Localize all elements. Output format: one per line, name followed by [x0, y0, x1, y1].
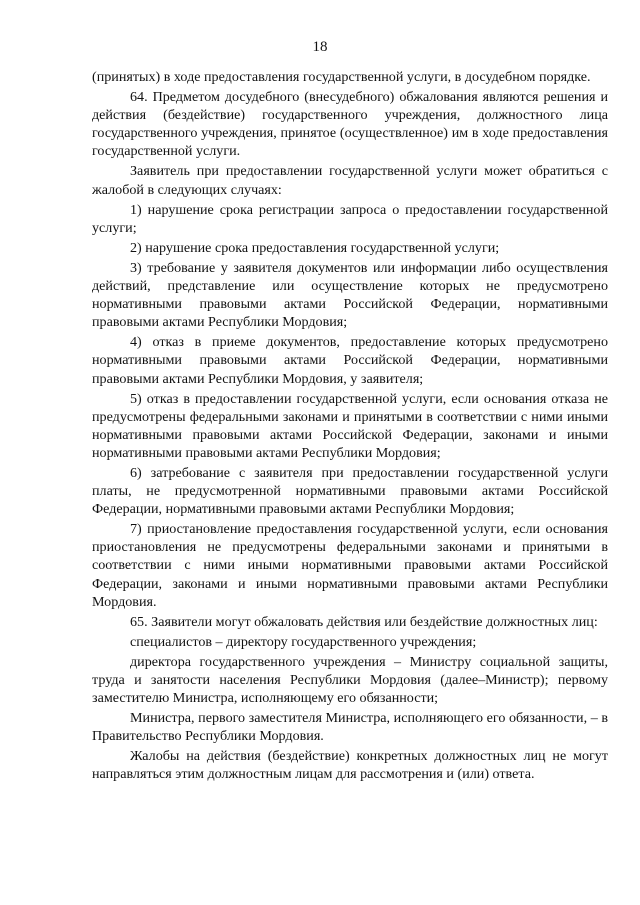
list-item-1: 1) нарушение срока регистрации запроса о предоставлении государственной услуги; — [92, 201, 608, 236]
list-item-4: 4) отказ в приеме документов, предоставление которых предусмотрено нормативными правовыми актами Российской Федерации, нормативными правовыми актами Республики Мордовия, у заявителя; — [92, 334, 608, 387]
paragraph-complaints: Жалобы на действия (бездействие) конкретных должностных лиц не могут направляться этим должностным лицам для рассмотрения и (или) ответа. — [92, 748, 608, 783]
document-body — [92, 68, 608, 786]
paragraph-65: 65. Заявители могут обжаловать действия или бездействие должностных лиц: — [130, 613, 598, 630]
list-item-2: 2) нарушение срока предоставления государственной услуги; — [130, 239, 500, 256]
list-item-3: 3) требование у заявителя документов или информации либо осуществления действий, представление или осуществление которых не предусмотрено нормативными правовыми актами Российской Федерации, нормативными правовыми актами Республики Мордовия; — [92, 259, 608, 331]
page-number: 18 — [312, 39, 328, 55]
appeal-director: директора государственного учреждения – Министру социальной защиты, труда и занятости населения Республики Мордовия (далее–Министр); первому заместителю Министра, исполняющему его обязанности; — [92, 653, 608, 707]
appeal-minister: Министра, первого заместителя Министра, исполняющего его обязанности, – в Правительство Республики Мордовия. — [92, 710, 608, 745]
list-item-6: 6) затребование с заявителя при предоставлении государственной услуги платы, не предусмотренной нормативными правовыми актами Российской Федерации, нормативными правовыми актами Республики Мордовия; — [92, 464, 608, 518]
paragraph-continuation: (принятых) в ходе предоставления государственной услуги, в досудебном порядке. — [92, 69, 591, 85]
list-item-7: 7) приостановление предоставления государственной услуги, если основания приостановления не предусмотрены федеральными законами и принятыми в соответствии с ними иными нормативными правовыми актами Российской Федерации, законами и иными нормативными правовыми актами Республики Мордовия. — [92, 521, 608, 610]
paragraph-64: 64. Предметом досудебного (внесудебного) обжалования являются решения и действия (бездействие) государственного учреждения, должностного лица государственного учреждения, принятое (осуществленное) им в ходе предоставления государственной услуги. — [92, 89, 608, 160]
appeal-specialists: специалистов – директору государственного учреждения; — [130, 633, 477, 650]
list-item-5: 5) отказ в предоставлении государственной услуги, если основания отказа не предусмотрены федеральными законами и принятыми в соответствии с ними иными нормативными правовыми актами Российской Федерации, законами и иными нормативными правовыми актами Республики Мордовия; — [92, 390, 608, 461]
paragraph-applicant-cases: Заявитель при предоставлении государственной услуги может обратиться с жалобой в следующих случаях: — [92, 163, 608, 198]
